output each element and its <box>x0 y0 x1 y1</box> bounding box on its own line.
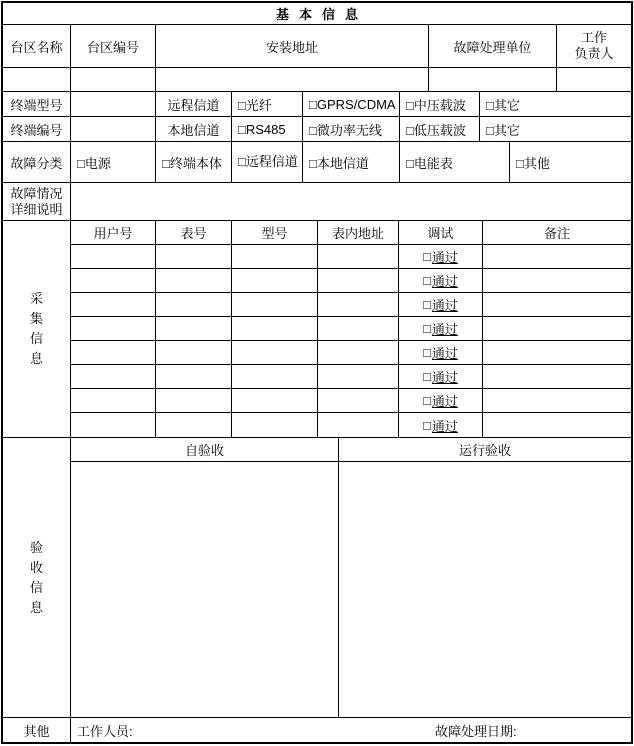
meter-address-input[interactable] <box>318 341 399 364</box>
self-acceptance-label: 自验收 <box>71 438 339 461</box>
col-debug: 调试 <box>399 221 483 244</box>
checkbox-rs485[interactable]: □RS485 <box>232 117 303 141</box>
checkbox-icon: □ <box>423 417 431 433</box>
checkbox-pass[interactable] <box>399 365 483 388</box>
table-row <box>71 365 631 389</box>
work-leader-input[interactable] <box>557 68 631 91</box>
table-row <box>71 389 631 413</box>
meter-address-input[interactable] <box>318 269 399 292</box>
meter-address-input[interactable] <box>318 413 399 437</box>
checkbox-micropower-wireless[interactable]: □微功率无线 <box>303 117 400 141</box>
acceptance-header-row <box>71 438 631 462</box>
checkbox-icon: □ <box>423 321 431 336</box>
install-address-label: 安装地址 <box>156 25 429 67</box>
checkbox-energy-meter[interactable]: □电能表 <box>400 142 510 182</box>
work-leader-line1: 工作 <box>580 30 607 45</box>
user-no-input[interactable] <box>71 317 156 340</box>
checkbox-local-other[interactable]: □其它 <box>486 122 520 138</box>
user-no-input[interactable] <box>71 293 156 316</box>
model-input[interactable] <box>232 317 318 340</box>
remark-input[interactable] <box>483 317 631 340</box>
remark-input[interactable] <box>483 269 631 292</box>
checkbox-optical-fiber[interactable]: □光纤 <box>232 92 303 116</box>
fault-detail-line2: 详细说明 <box>10 201 63 217</box>
user-no-input[interactable] <box>71 245 156 268</box>
pass-label: 通过 <box>431 346 458 361</box>
user-no-input[interactable] <box>71 389 156 412</box>
col-model: 型号 <box>232 221 318 244</box>
checkbox-terminal-body[interactable]: □终端本体 <box>156 142 232 182</box>
remote-channel-label: 远程信道 <box>156 92 232 116</box>
local-channel-label: 本地信道 <box>156 117 232 141</box>
acceptance-section <box>3 438 631 718</box>
pass-label: 通过 <box>431 250 458 265</box>
fault-detail-row <box>3 183 631 221</box>
table-row <box>71 245 631 269</box>
checkbox-remote-other[interactable]: □其它 <box>486 97 520 113</box>
meter-no-input[interactable] <box>156 365 232 388</box>
acceptance-side-text: 验收信息 <box>29 539 43 615</box>
checkbox-icon: □ <box>423 369 431 384</box>
form-title: 基本信息 <box>275 7 368 22</box>
meter-no-input[interactable] <box>156 245 232 268</box>
meter-no-input[interactable] <box>156 413 232 437</box>
meter-no-input[interactable] <box>156 269 232 292</box>
user-no-input[interactable] <box>71 269 156 292</box>
remark-input[interactable] <box>483 413 631 437</box>
checkbox-mv-carrier[interactable]: □中压载波 <box>400 92 480 116</box>
work-leader-label <box>557 25 631 67</box>
model-input[interactable] <box>232 269 318 292</box>
acceptance-table <box>71 438 631 717</box>
checkbox-pass[interactable] <box>399 245 483 268</box>
model-input[interactable] <box>232 365 318 388</box>
collection-table <box>71 221 631 437</box>
station-name-label: 台区名称 <box>3 25 71 67</box>
collection-header-row <box>71 221 631 245</box>
model-input[interactable] <box>232 341 318 364</box>
station-code-input[interactable] <box>71 68 156 91</box>
checkbox-pass[interactable] <box>399 389 483 412</box>
terminal-model-row <box>3 92 631 117</box>
fault-report-form <box>1 1 633 744</box>
checkbox-pass[interactable] <box>399 317 483 340</box>
station-code-label: 台区编号 <box>71 25 156 67</box>
model-input[interactable] <box>232 413 318 437</box>
pass-label: 通过 <box>431 370 458 385</box>
fault-detail-line1: 故障情况 <box>10 185 63 201</box>
checkbox-icon: □ <box>423 297 431 312</box>
fault-detail-label <box>3 183 71 220</box>
meter-no-input[interactable] <box>156 341 232 364</box>
remark-input[interactable] <box>483 245 631 268</box>
collection-section <box>3 221 631 438</box>
table-row <box>71 413 631 437</box>
staff-label: 工作人员: <box>77 723 133 739</box>
checkbox-pass[interactable] <box>399 293 483 316</box>
remark-input[interactable] <box>483 365 631 388</box>
meter-no-input[interactable] <box>156 317 232 340</box>
pass-label: 通过 <box>431 298 458 313</box>
meter-address-input[interactable] <box>318 389 399 412</box>
checkbox-local-channel[interactable]: □本地信道 <box>303 142 400 182</box>
run-acceptance-label: 运行验收 <box>458 443 511 458</box>
checkbox-pass[interactable] <box>399 269 483 292</box>
remark-input[interactable] <box>483 293 631 316</box>
checkbox-icon: □ <box>423 273 431 288</box>
fault-category-label: 故障分类 <box>3 142 71 182</box>
self-acceptance-input[interactable] <box>71 462 339 717</box>
user-no-input[interactable] <box>71 413 156 437</box>
model-input[interactable] <box>232 293 318 316</box>
checkbox-pass[interactable] <box>399 341 483 364</box>
collection-side-text: 采集信息 <box>29 291 43 366</box>
table-row <box>71 269 631 293</box>
terminal-model-label: 终端型号 <box>3 92 71 116</box>
pass-label: 通过 <box>431 322 458 337</box>
footer-row <box>3 718 631 742</box>
col-meter-address: 表内地址 <box>318 221 399 244</box>
meter-address-input[interactable] <box>318 245 399 268</box>
checkbox-pass[interactable] <box>399 413 483 437</box>
footer-fill-cell[interactable] <box>71 718 631 742</box>
basic-header-row <box>3 25 631 68</box>
col-remark: 备注 <box>543 226 570 241</box>
checkbox-category-other[interactable]: □其他 <box>516 155 550 171</box>
table-row <box>71 293 631 317</box>
checkbox-remote-channel[interactable]: □远程信道 <box>232 142 303 182</box>
fault-detail-input[interactable] <box>71 183 631 220</box>
collection-side-label <box>3 221 71 437</box>
meter-address-input[interactable] <box>318 293 399 316</box>
pass-label: 通过 <box>431 418 458 434</box>
terminal-model-input[interactable] <box>71 92 156 116</box>
col-meter-no: 表号 <box>156 221 232 244</box>
user-no-input[interactable] <box>71 341 156 364</box>
user-no-input[interactable] <box>71 365 156 388</box>
terminal-number-input[interactable] <box>71 117 156 141</box>
pass-label: 通过 <box>431 394 458 409</box>
remark-input[interactable] <box>483 389 631 412</box>
col-user-no: 用户号 <box>71 221 156 244</box>
table-row <box>71 341 631 365</box>
model-input[interactable] <box>232 245 318 268</box>
other-label: 其他 <box>3 718 71 742</box>
checkbox-lv-carrier[interactable]: □低压载波 <box>400 117 480 141</box>
fault-date-label: 故障处理日期: <box>435 723 517 739</box>
station-name-input[interactable] <box>3 68 71 91</box>
checkbox-icon: □ <box>423 393 431 408</box>
meter-no-input[interactable] <box>156 293 232 316</box>
work-leader-line2: 负责人 <box>574 46 614 61</box>
checkbox-icon: □ <box>423 249 431 264</box>
checkbox-power[interactable]: □电源 <box>71 142 156 182</box>
acceptance-side-label <box>3 438 71 717</box>
fault-unit-input[interactable] <box>429 68 557 91</box>
terminal-number-label: 终端编号 <box>3 117 71 141</box>
basic-input-row <box>3 68 631 92</box>
checkbox-icon: □ <box>423 345 431 360</box>
meter-address-input[interactable] <box>318 317 399 340</box>
meter-no-input[interactable] <box>156 389 232 412</box>
remark-input[interactable] <box>483 341 631 364</box>
install-address-input[interactable] <box>156 68 429 91</box>
acceptance-body-row <box>71 462 631 717</box>
terminal-number-row <box>3 117 631 142</box>
model-input[interactable] <box>232 389 318 412</box>
fault-category-row <box>3 142 631 183</box>
title-row <box>3 3 631 25</box>
fault-unit-label: 故障处理单位 <box>429 25 557 67</box>
checkbox-gprs-cdma[interactable]: □GPRS/CDMA <box>303 92 400 116</box>
table-row <box>71 317 631 341</box>
meter-address-input[interactable] <box>318 365 399 388</box>
pass-label: 通过 <box>431 274 458 289</box>
run-acceptance-input[interactable] <box>339 462 631 717</box>
